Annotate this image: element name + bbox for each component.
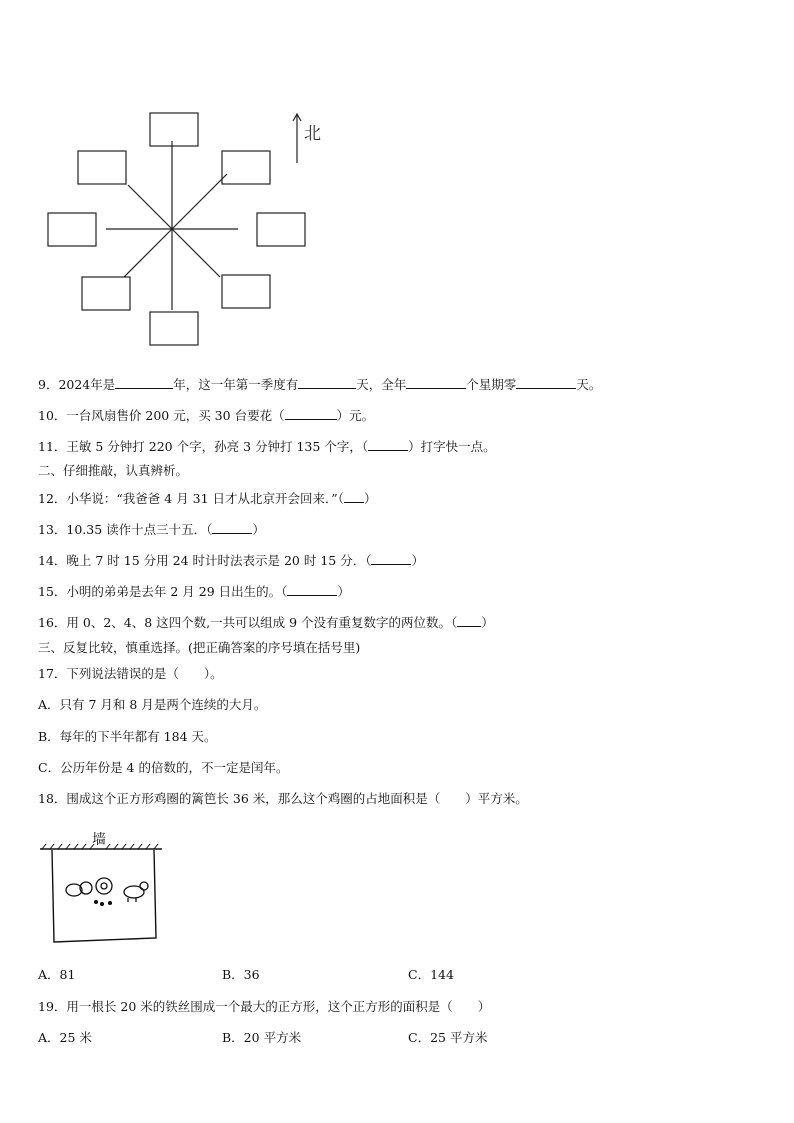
box-southwest[interactable]: [82, 277, 130, 310]
line-northeast: [172, 174, 227, 229]
q18-option-b[interactable]: [222, 967, 260, 983]
north-label: 北: [304, 124, 321, 144]
q18-stem: 18．围成这个正方形鸡圈的篱笆长 36 米，那么这个鸡圈的占地面积是（ ）平方米。: [38, 791, 528, 806]
line-southeast: [172, 229, 220, 277]
q16-blank[interactable]: [457, 613, 481, 627]
box-south[interactable]: [150, 312, 198, 345]
question-10: [38, 406, 374, 424]
q17-option-a-text: A．只有 7 月和 8 月是两个连续的大月。: [38, 697, 267, 712]
q15-text: 15．小明的弟弟是去年 2 月 29 日出生的。（: [38, 584, 288, 599]
box-southeast[interactable]: [222, 275, 270, 308]
q12-blank[interactable]: [344, 489, 364, 503]
q15-text-after: ）: [337, 584, 350, 599]
q18-option-c-text: C．144: [408, 967, 454, 982]
q14-text-after: ）: [411, 553, 424, 568]
q9-text-2: 年，这一年第一季度有: [173, 377, 299, 392]
section-3-heading: [38, 640, 360, 656]
q16-text-after: ）: [481, 615, 494, 630]
section-2-heading: [38, 463, 188, 479]
q17-option-a[interactable]: [38, 697, 266, 713]
q19-option-b-text: B．20 平方米: [222, 1030, 302, 1045]
q15-blank[interactable]: [287, 582, 337, 596]
box-northwest[interactable]: [78, 151, 126, 184]
q17-option-c-text: C．公历年份是 4 的倍数的，不一定是闰年。: [38, 760, 289, 775]
question-17: [38, 666, 223, 682]
q13-text-after: ）: [252, 522, 265, 537]
question-14: [38, 551, 424, 569]
q18-option-a[interactable]: [38, 967, 75, 983]
q11-text: 11．王敏 5 分钟打 220 个字，孙亮 3 分钟打 135 个字，（: [38, 439, 369, 454]
q17-option-c[interactable]: [38, 760, 288, 776]
q18-option-a-text: A．81: [38, 967, 76, 982]
question-16: [38, 613, 494, 631]
q19-option-a[interactable]: [38, 1030, 92, 1046]
q18-option-b-text: B．36: [222, 967, 260, 982]
q14-text: 14．晚上 7 时 15 分用 24 时计时法表示是 20 时 15 分．（: [38, 553, 372, 568]
q9-blank-2[interactable]: [298, 375, 356, 389]
q18-option-c[interactable]: [408, 967, 454, 983]
question-13: [38, 520, 265, 538]
chicken-coop-illustration: [38, 828, 173, 948]
q13-blank[interactable]: [212, 520, 252, 534]
q12-text-after: ）: [363, 491, 377, 506]
box-north[interactable]: [150, 113, 198, 146]
line-northwest: [128, 185, 172, 229]
question-18: [38, 791, 528, 807]
q19-option-c[interactable]: [408, 1030, 487, 1046]
q19-option-c-text: C．25 平方米: [408, 1030, 488, 1045]
q9-text-1: 9．2024年是: [38, 377, 116, 392]
q10-blank[interactable]: [285, 406, 337, 420]
q10-text-after: ）元。: [336, 408, 375, 423]
chicken-icons: [66, 878, 148, 905]
box-west[interactable]: [48, 213, 96, 246]
q9-text-4: 个星期零: [466, 377, 517, 392]
q11-blank[interactable]: [368, 437, 408, 451]
q16-text: 16．用 0、2、4、8 这四个数,一共可以组成 9 个没有重复数字的两位数。（: [38, 615, 458, 630]
question-12: [38, 489, 376, 507]
box-northeast[interactable]: [222, 151, 270, 184]
q9-text-5: 天。: [576, 377, 602, 392]
q14-blank[interactable]: [371, 551, 411, 565]
section-2-title: 二、仔细推敲，认真辨析。: [38, 463, 189, 478]
q19-option-a-text: A．25 米: [38, 1030, 92, 1045]
q9-text-3: 天，全年: [356, 377, 407, 392]
question-15: [38, 582, 350, 600]
q11-text-after: ）打字快一点。: [408, 439, 496, 454]
question-9: [38, 375, 601, 393]
q13-text: 13．10.35 读作十点三十五．（: [38, 522, 213, 537]
box-east[interactable]: [257, 213, 305, 246]
compass-diagram: [40, 105, 380, 355]
q9-blank-3[interactable]: [406, 375, 466, 389]
q19-option-b[interactable]: [222, 1030, 301, 1046]
q17-option-b-text: B．每年的下半年都有 184 天。: [38, 729, 217, 744]
question-11: [38, 437, 496, 455]
q12-text: 12．小华说：“我爸爸 4 月 31 日才从北京开会回来．”（: [38, 491, 344, 506]
wall-label: 墙: [92, 832, 106, 848]
q19-stem: 19．用一根长 20 米的铁丝围成一个最大的正方形，这个正方形的面积是（ ）: [38, 999, 491, 1014]
q10-text: 10．一台风扇售价 200 元，买 30 台要花（: [38, 408, 285, 423]
q9-blank-4[interactable]: [516, 375, 576, 389]
section-3-title: 三、反复比较，慎重选择。(把正确答案的序号填在括号里): [38, 640, 361, 655]
q17-option-b[interactable]: [38, 729, 217, 745]
line-southwest: [124, 229, 172, 277]
q9-blank-1[interactable]: [115, 375, 173, 389]
q17-stem: 17．下列说法错误的是（ ）。: [38, 666, 223, 681]
question-19: [38, 999, 490, 1015]
